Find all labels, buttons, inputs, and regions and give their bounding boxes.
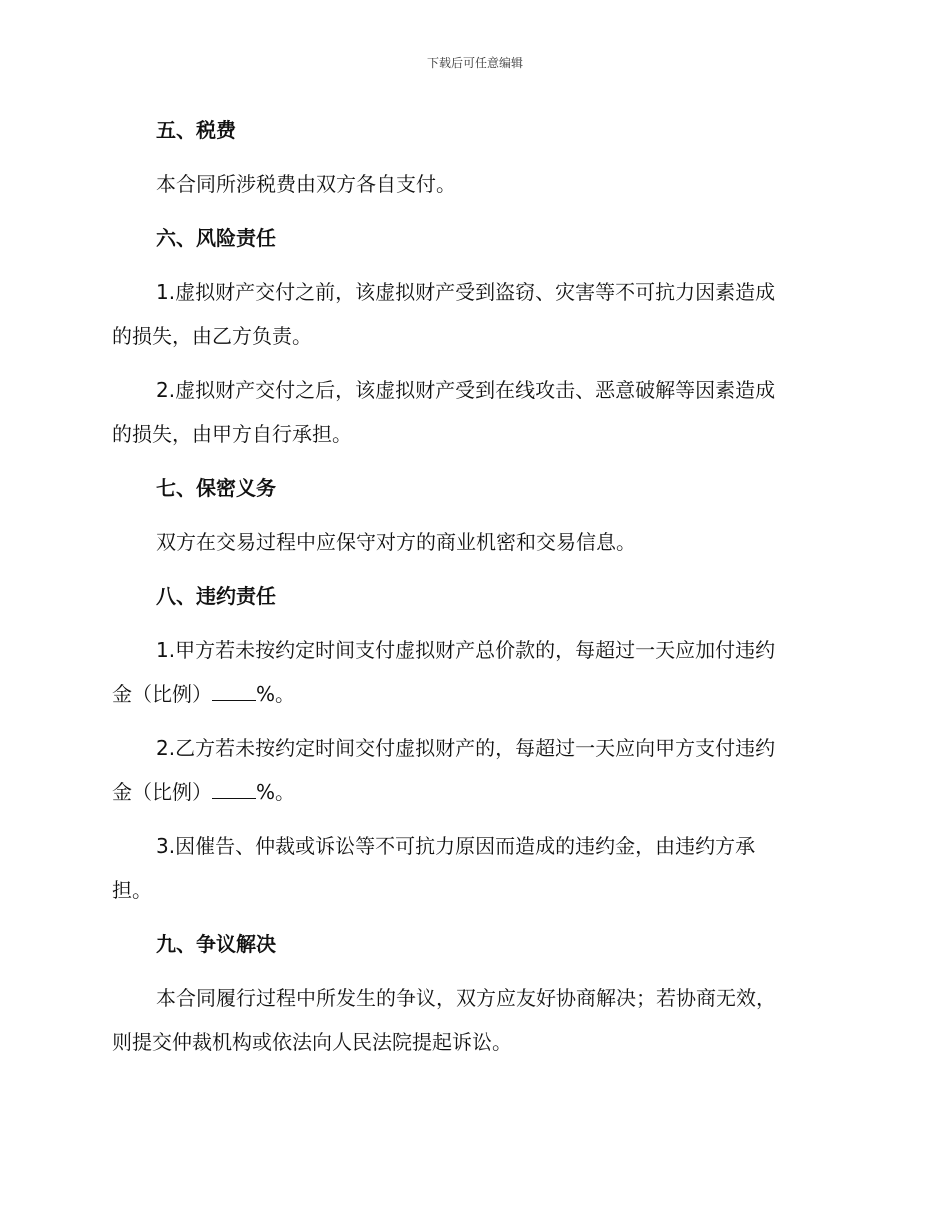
paragraph-confidentiality: [112, 520, 832, 564]
percent-suffix: %。: [256, 682, 296, 706]
paragraph-liability-1: [112, 628, 832, 716]
section-heading-dispute: 九、争议解决: [156, 932, 276, 956]
section-heading-confidentiality: 七、保密义务: [156, 476, 276, 500]
paragraph-line: 3.因催告、仲裁或诉讼等不可抗力原因而造成的违约金，由违约方承: [156, 834, 756, 858]
page-header-note: 下载后可任意编辑: [426, 56, 523, 70]
blank-fill-line: [212, 684, 256, 701]
section-heading-taxes: 五、税费: [156, 118, 236, 142]
paragraph-line: [112, 770, 832, 814]
paragraph-line: 本合同所涉税费由双方各自支付。: [156, 172, 456, 196]
paragraph-line: 的损失，由甲方自行承担。: [112, 422, 352, 446]
paragraph-line: 本合同履行过程中所发生的争议，双方应友好协商解决；若协商无效，: [156, 986, 776, 1010]
paragraph-line: [112, 672, 832, 716]
paragraph-line: 2.虚拟财产交付之后，该虚拟财产受到在线攻击、恶意破解等因素造成: [156, 378, 776, 402]
paragraph-taxes: [112, 162, 832, 206]
paragraph-line: 2.乙方若未按约定时间交付虚拟财产的，每超过一天应向甲方支付违约: [156, 736, 776, 760]
paragraph-dispute: [112, 976, 832, 1064]
blank-fill-line: [212, 782, 256, 799]
paragraph-line: 1.虚拟财产交付之前，该虚拟财产受到盗窃、灾害等不可抗力因素造成: [156, 280, 776, 304]
paragraph-line: 1.甲方若未按约定时间支付虚拟财产总价款的，每超过一天应加付违约: [156, 638, 776, 662]
paragraph-line: 担。: [112, 878, 152, 902]
penalty-label: 金（比例）: [112, 780, 212, 804]
paragraph-liability-3: [112, 824, 832, 912]
paragraph-risk-2: [112, 368, 832, 456]
paragraph-liability-2: [112, 726, 832, 814]
paragraph-line: 则提交仲裁机构或依法向人民法院提起诉讼。: [112, 1030, 512, 1054]
penalty-label: 金（比例）: [112, 682, 212, 706]
contract-body: [112, 108, 832, 1074]
section-heading-liability: 八、违约责任: [156, 584, 276, 608]
paragraph-line: 的损失，由乙方负责。: [112, 324, 312, 348]
percent-suffix: %。: [256, 780, 296, 804]
section-heading-risk: 六、风险责任: [156, 226, 276, 250]
paragraph-risk-1: [112, 270, 832, 358]
paragraph-line: 双方在交易过程中应保守对方的商业机密和交易信息。: [156, 530, 636, 554]
